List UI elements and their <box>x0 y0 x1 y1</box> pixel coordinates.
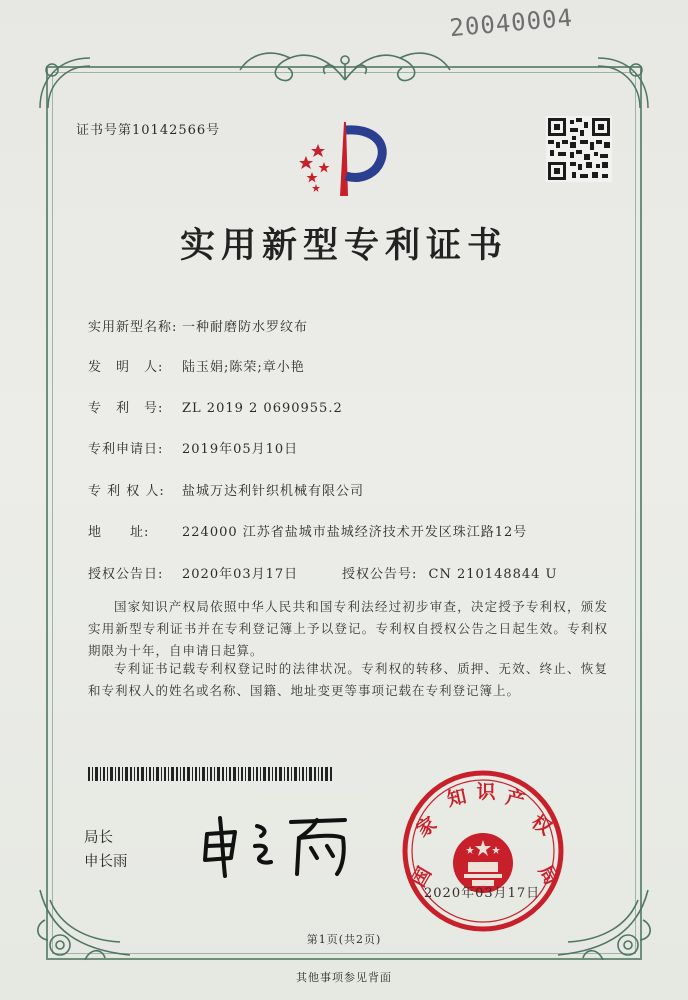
field-label: 专 利 号: <box>88 401 164 416</box>
document-title: 实用新型专利证书 <box>179 226 508 266</box>
field-label: 专利申请日: <box>88 442 164 457</box>
body-paragraph-1: 国家知识产权局依照中华人民共和国专利法经过初步审查，决定授予专利权，颁发实用新型专利证书并在专利登记簿上予以登记。专利权自授权公告之日起生效。专利权期限为十年，自申请日起算。 <box>88 599 608 658</box>
svg-text:家: 家 <box>412 812 441 842</box>
corner-ornament-top-right <box>588 48 658 118</box>
field-value: ZL 2019 2 0690955.2 <box>182 401 343 416</box>
field-patent-number <box>88 397 343 416</box>
svg-text:识: 识 <box>476 781 496 803</box>
director-title: 局长 <box>84 830 113 846</box>
page-indicator: 第1页(共2页) <box>306 933 382 946</box>
corner-ornament-top-left <box>30 48 100 118</box>
svg-text:国: 国 <box>407 863 437 891</box>
field-grant-number <box>342 563 558 582</box>
field-patentee <box>88 480 364 499</box>
field-utility-model-name <box>88 316 308 335</box>
field-label: 地 址: <box>88 525 150 540</box>
field-value: 2020年03月17日 <box>182 567 299 582</box>
handwritten-note: 20040004 <box>448 3 575 43</box>
field-value: 224000 江苏省盐城市盐城经济技术开发区珠江路12号 <box>182 525 528 540</box>
svg-text:知: 知 <box>445 785 469 811</box>
field-value: 一种耐磨防水罗纹布 <box>182 320 309 335</box>
bottom-left-ornament <box>30 870 170 970</box>
field-address <box>88 521 527 540</box>
certificate-number: 证书号第10142566号 <box>76 123 221 138</box>
official-seal <box>400 768 566 934</box>
barcode <box>88 767 333 781</box>
field-value: 盐城万达利针织机械有限公司 <box>182 484 365 499</box>
svg-text:局: 局 <box>533 861 563 889</box>
seal-date: 2020年03月17日 <box>424 886 541 901</box>
body-paragraph-2: 专利证书记载专利权登记时的法律状况。专利权的转移、质押、无效、终止、恢复和专利权人的姓名或名称、国籍、地址变更等事项记载在专利登记簿上。 <box>88 661 608 698</box>
cnipa-logo-icon <box>296 118 390 200</box>
field-label: 授权公告号: <box>342 567 418 582</box>
director-signature <box>195 812 355 882</box>
field-label: 实用新型名称: <box>88 320 178 335</box>
field-grant-date <box>88 563 298 582</box>
field-inventors <box>88 356 305 375</box>
footer-note: 其他事项参见背面 <box>296 971 392 984</box>
svg-text:产: 产 <box>503 786 528 813</box>
qr-code <box>546 116 612 182</box>
field-label: 发 明 人: <box>88 360 164 375</box>
director-name: 申长雨 <box>84 854 128 870</box>
field-label: 专 利 权 人: <box>88 484 165 499</box>
field-value: CN 210148844 U <box>428 567 558 582</box>
field-label: 授权公告日: <box>88 567 164 582</box>
field-filing-date <box>88 438 298 457</box>
top-ornament <box>230 40 460 90</box>
field-value: 陆玉娟;陈荣;章小艳 <box>182 360 305 375</box>
field-value: 2019年05月10日 <box>182 442 299 457</box>
svg-text:权: 权 <box>527 810 556 840</box>
